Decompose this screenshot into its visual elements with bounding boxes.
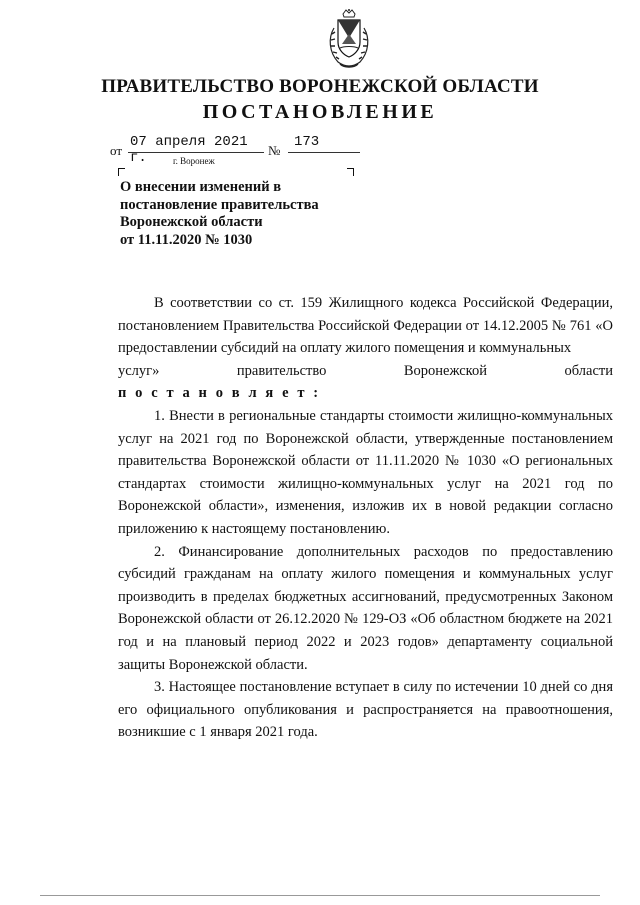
document-type: ПОСТАНОВЛЕНИЕ bbox=[202, 101, 438, 123]
document-body bbox=[118, 292, 613, 744]
resolve-word: п о с т а н о в л я е т : bbox=[118, 385, 321, 402]
document-subject bbox=[120, 179, 360, 249]
subject-corner-left bbox=[118, 168, 125, 176]
footer-divider bbox=[40, 895, 600, 896]
city-label: г. Воронеж bbox=[173, 156, 215, 166]
document-meta bbox=[0, 134, 640, 174]
subject-line: Воронежской области bbox=[120, 214, 263, 230]
date-value: 07 апреля 2021 г. bbox=[128, 134, 264, 153]
date-label: от bbox=[110, 143, 123, 158]
item-2-paragraph: 2. Финансирование дополнительных расходов по предоставлению субсидий гражданам на оплату жилого помещения и коммунальных услуг производить в пределах бюджетных ассигнований, предусмотренных Законом Воронежской области от 26.12.2020 № 129-ОЗ «Об областном бюджете на 2021 год и на плановый период 2022 и 2023 годов» департаменту социальной защиты Воронежской области. bbox=[118, 543, 613, 673]
coat-of-arms-icon bbox=[326, 8, 372, 70]
subject-line: от 11.11.2020 № 1030 bbox=[120, 231, 253, 248]
preamble-continuation: услуг» правительство Воронежской области bbox=[118, 362, 613, 379]
government-title: ПРАВИТЕЛЬСТВО ВОРОНЕЖСКОЙ ОБЛАСТИ bbox=[101, 76, 539, 97]
subject-line: постановление правительства bbox=[120, 196, 319, 213]
item-1-paragraph: 1. Внести в региональные стандарты стоимости жилищно-коммунальных услуг на 2021 год по Воронежской области, утвержденные постановлением правительства Воронежской области от 11.11.2020 № 1030 «О региональных стандартах стоимости жилищно-коммунальных услуг на 2021 год по Воронежской области», изменения, изложив их в новой редакции согласно приложению к настоящему постановлению. bbox=[118, 407, 613, 537]
item-3-paragraph: 3. Настоящее постановление вступает в силу по истечении 10 дней со дня его официального опубликования и распространяется на правоотношения, возникшие с 1 января 2021 года. bbox=[118, 679, 613, 741]
number-value: 173 bbox=[288, 134, 360, 153]
subject-corner-right bbox=[347, 168, 354, 176]
preamble-paragraph: В соответствии со ст. 159 Жилищного кодекса Российской Федерации, постановлением Правительства Российской Федерации от 14.12.2005 № 761 «О предоставлении субсидий на оплату жилого помещения и коммунальных bbox=[118, 295, 613, 357]
subject-line: О внесении изменений в bbox=[120, 179, 282, 195]
number-label: № bbox=[268, 143, 281, 158]
